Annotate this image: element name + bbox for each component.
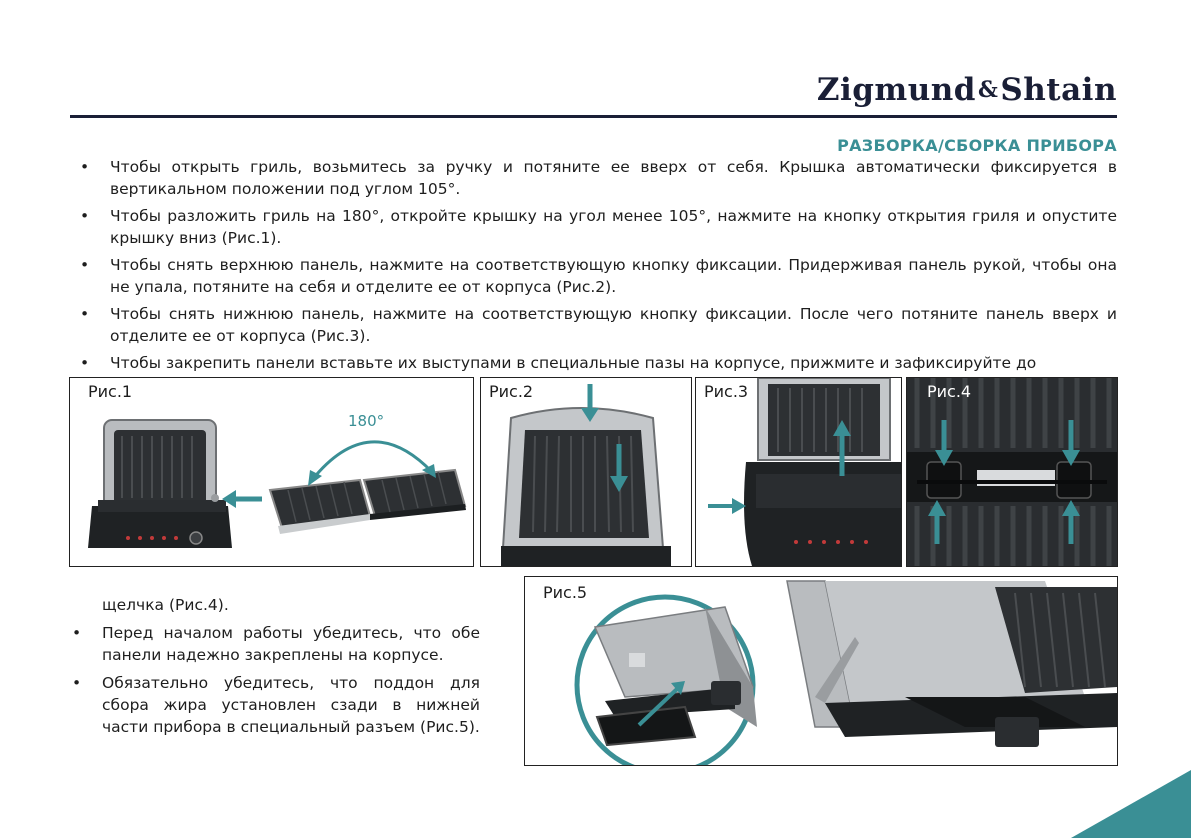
- continued-text: щелчка (Рис.4).: [102, 596, 229, 614]
- figure-5: [524, 576, 1118, 766]
- header-divider: [70, 115, 1117, 118]
- figure-4: [906, 377, 1118, 567]
- drip-tray-illustration: [525, 577, 1117, 765]
- instruction-item: • Чтобы открыть гриль, возьмитесь за ручку и потяните ее вверх от себя. Крышка автоматически фиксируется в вертикальном положении под углом 105°.: [70, 156, 1117, 200]
- lower-text-column: [70, 594, 480, 744]
- figure-4-label: Рис.4: [927, 382, 972, 401]
- figure-1: [69, 377, 474, 567]
- lower-panel-removal-illustration: [696, 378, 901, 566]
- angle-label: 180°: [348, 412, 385, 430]
- brand-logo: [817, 72, 1117, 108]
- figure-1-label: Рис.1: [88, 382, 133, 401]
- figure-3-label: Рис.3: [704, 382, 749, 401]
- instruction-item: • Чтобы закрепить панели вставьте их выступами в специальные пазы на корпусе, прижмите и зафиксируйте до: [70, 352, 1117, 374]
- instruction-item: • Чтобы разложить гриль на 180°, откройте крышку на угол менее 105°, нажмите на кнопку открытия гриля и опустите крышку вниз (Рис.1).: [70, 205, 1117, 249]
- brand-ampersand: &: [977, 77, 999, 103]
- brand-name-second: Shtain: [1000, 72, 1117, 108]
- grill-closed-and-flat-illustration: [70, 378, 473, 566]
- figure-2-label: Рис.2: [489, 382, 534, 401]
- upper-panel-removal-illustration: [481, 378, 691, 566]
- instruction-item: • Чтобы снять нижнюю панель, нажмите на соответствующую кнопку фиксации. После чего потяните панель вверх и отделите ее от корпуса (Рис.3).: [70, 303, 1117, 347]
- instruction-list: [70, 156, 1117, 379]
- instruction-item: • Обязательно убедитесь, что поддон для сбора жира установлен сзади в нижней части прибора в специальный разъем (Рис.5).: [70, 672, 480, 738]
- brand-name-first: Zigmund: [816, 72, 976, 108]
- figure-3: [695, 377, 902, 567]
- panel-latch-closeup-illustration: [907, 378, 1117, 566]
- section-title: РАЗБОРКА/СБОРКА ПРИБОРА: [837, 136, 1117, 155]
- figure-2: [480, 377, 692, 567]
- lower-instruction-list: [70, 622, 480, 738]
- figure-5-label: Рис.5: [543, 583, 588, 602]
- decorative-corner: [1071, 770, 1191, 838]
- instruction-item: • Чтобы снять верхнюю панель, нажмите на соответствующую кнопку фиксации. Придерживая панель рукой, чтобы она не упала, потяните на себя и отделите ее от корпуса (Рис.2).: [70, 254, 1117, 298]
- instruction-item: • Перед началом работы убедитесь, что обе панели надежно закреплены на корпусе.: [70, 622, 480, 666]
